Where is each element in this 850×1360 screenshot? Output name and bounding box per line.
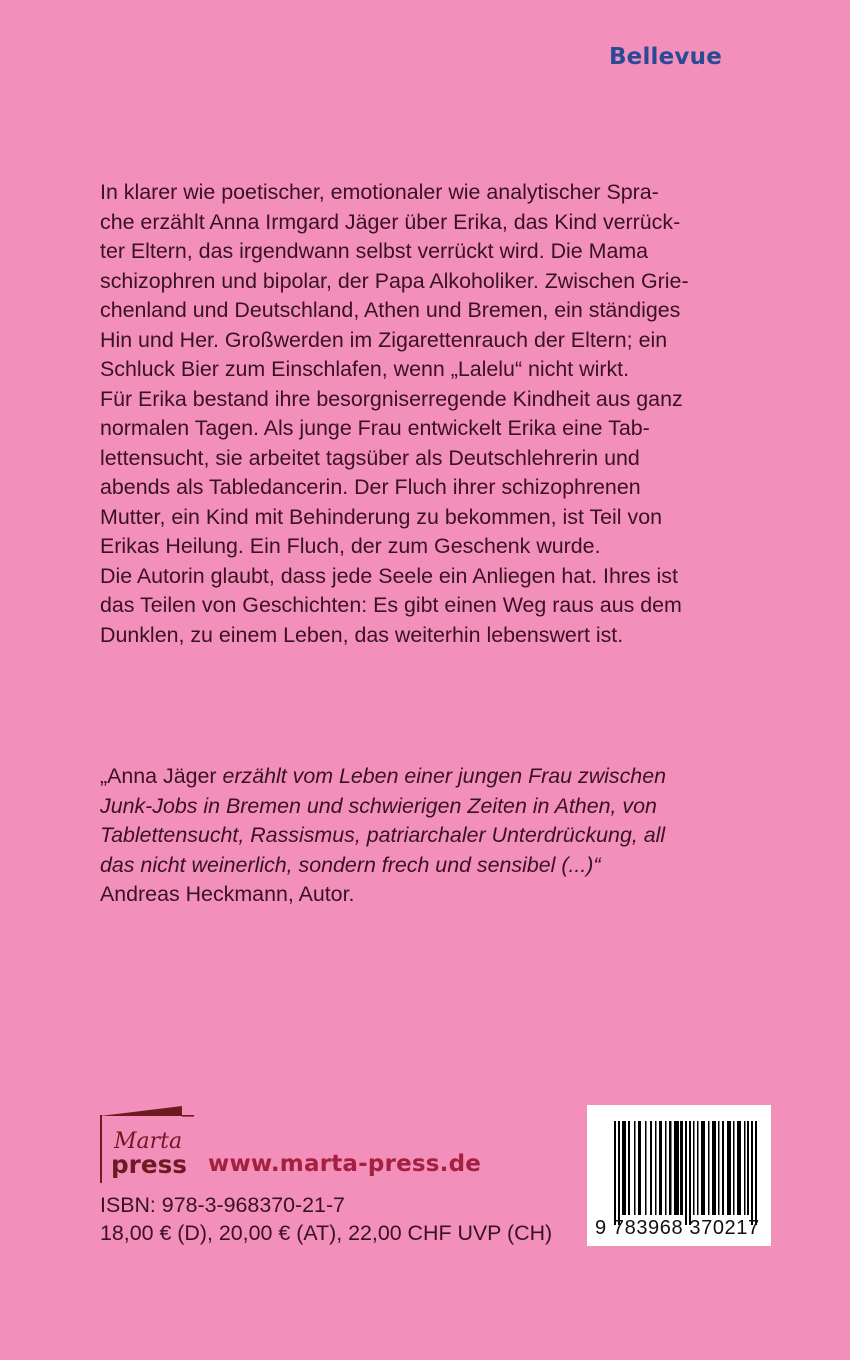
quote-line — [100, 792, 760, 822]
blurb-line: Hin und Her. Großwerden im Zigarettenrauch der Eltern; ein — [100, 327, 668, 352]
isbn-barcode — [587, 1105, 771, 1246]
blurb-line: abends als Tabledancerin. Der Fluch ihrer schizophrenen — [100, 475, 641, 499]
blurb-line: Für Erika bestand ihre besorgniserregende Kindheit aus ganz — [100, 386, 683, 411]
blurb-line: lettensucht, sie arbeitet tagsüber als Deutschlehrerin und — [100, 445, 640, 470]
blurb-line: normalen Tagen. Als junge Frau entwickelt Erika eine Tab- — [100, 416, 650, 440]
quote-line — [100, 762, 760, 792]
review-quote — [100, 762, 760, 910]
quote-text: Junk-Jobs in Bremen und schwierigen Zeiten in Athen, von — [100, 793, 657, 818]
blurb-line: che erzählt Anna Irmgard Jäger über Erika, das Kind verrück- — [100, 209, 681, 234]
blurb-line: schizophren und bipolar, der Papa Alkoholiker. Zwischen Grie- — [100, 268, 689, 293]
quote-text: erzählt vom Leben einer jungen Frau zwischen — [222, 764, 666, 788]
blurb-line: In klarer wie poetischer, emotionaler wie analytischer Spra- — [100, 180, 659, 204]
blurb-text — [100, 178, 740, 650]
blurb-line: Mutter, ein Kind mit Behinderung zu bekommen, ist Teil von — [100, 504, 662, 529]
quote-text: das nicht weinerlich, sondern frech und sensibel (...)“ — [100, 852, 601, 877]
barcode-digits: 9 783968 370217 — [595, 1217, 760, 1239]
blurb-line: chenland und Deutschland, Athen und Bremen, ein ständiges — [100, 298, 681, 322]
logo-frame-icon — [100, 1104, 196, 1184]
blurb-line: Schluck Bier zum Einschlafen, wenn „Lalelu“ nicht wirkt. — [100, 357, 630, 381]
quote-attribution: Andreas Heckmann, Autor. — [100, 882, 355, 906]
quote-line — [100, 851, 760, 881]
blurb-line: Dunklen, zu einem Leben, das weiterhin lebenswert ist. — [100, 622, 624, 647]
quote-text: Tablettensucht, Rassismus, patriarchaler Unterdrückung, all — [100, 823, 666, 847]
price-text: 18,00 € (D), 20,00 € (AT), 22,00 CHF UVP (CH) — [100, 1221, 553, 1245]
quote-line — [100, 821, 760, 851]
imprint-label: Bellevue — [608, 44, 722, 70]
blurb-line: Erikas Heilung. Ein Fluch, der zum Geschenk wurde. — [100, 534, 601, 558]
quote-author-name: „Anna Jäger — [100, 764, 223, 788]
publisher-website-link[interactable]: www.marta-press.de — [208, 1151, 482, 1177]
blurb-line: ter Eltern, das irgendwann selbst verrückt wird. Die Mama — [100, 239, 649, 263]
marta-press-logo — [100, 1104, 196, 1184]
svg-text:Marta: Marta — [114, 1129, 183, 1154]
isbn-text: ISBN: 978-3-968370-21-7 — [100, 1193, 345, 1217]
blurb-line: das Teilen von Geschichten: Es gibt einen Weg raus aus dem — [100, 593, 682, 617]
blurb-line: Die Autorin glaubt, dass jede Seele ein Anliegen hat. Ihres ist — [100, 563, 678, 588]
svg-text:press: press — [111, 1150, 187, 1179]
